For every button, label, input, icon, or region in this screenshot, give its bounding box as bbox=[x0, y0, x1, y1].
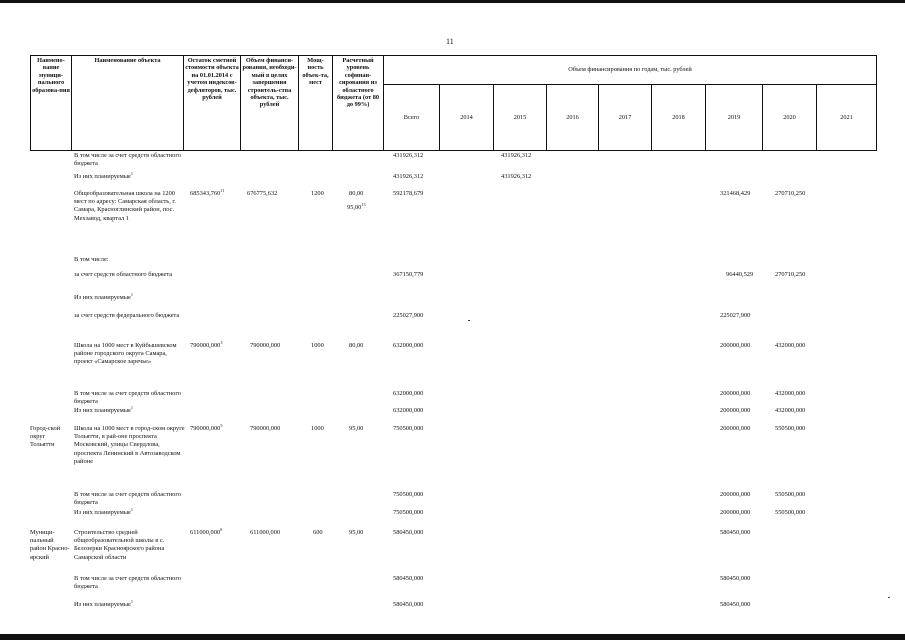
row-object: В том числе за счет средств областного бюджета bbox=[74, 390, 181, 406]
row-object: Из них планируемые$^1$ bbox=[74, 598, 133, 608]
header-capacity: Мощ-ность объек-та, мест bbox=[299, 56, 333, 151]
row-volume: 790000,000 bbox=[250, 342, 281, 349]
row-cofin-alt: 95,00$^{13}$ bbox=[347, 201, 366, 211]
header-year-2017: 2017 bbox=[599, 85, 652, 151]
row-object: Из них планируемые$^1$ bbox=[74, 506, 133, 516]
row-2020: 550500,000 bbox=[775, 491, 806, 498]
header-year-2016: 2016 bbox=[547, 85, 599, 151]
row-total: 592178,679 bbox=[393, 190, 424, 197]
header-year-total: Всего bbox=[384, 85, 440, 151]
row-2015: 431926,312 bbox=[501, 152, 532, 159]
header-year-2021: 2021 bbox=[817, 85, 877, 151]
row-total: 750500,000 bbox=[393, 491, 424, 498]
row-2020: 432000,000 bbox=[775, 390, 806, 397]
row-object: В том числе: bbox=[74, 256, 109, 263]
row-volume: 676775,632 bbox=[247, 190, 278, 197]
row-object: В том числе за счет средств областного бюджета bbox=[74, 575, 181, 591]
row-2019: 321468,429 bbox=[720, 190, 751, 197]
row-2020: 550500,000 bbox=[775, 425, 806, 432]
scan-speck bbox=[468, 320, 470, 321]
row-2019: 200000,000 bbox=[720, 407, 751, 414]
row-2019: 580450,000 bbox=[720, 575, 751, 582]
row-total: 431926,312 bbox=[393, 152, 424, 159]
scan-speck bbox=[888, 597, 890, 598]
header-year-2018: 2018 bbox=[652, 85, 706, 151]
row-volume: 611000,000 bbox=[250, 529, 281, 536]
header-cofinancing: Расчетный уровень софинан-сирования из областного бюджета (от 80 до 99%) bbox=[333, 56, 384, 151]
row-capacity: 600 bbox=[313, 529, 323, 536]
header-year-2014: 2014 bbox=[440, 85, 494, 151]
row-2020: 270710,250 bbox=[775, 271, 806, 278]
header-object: Наименование объекта bbox=[72, 56, 184, 151]
row-2019: 200000,000 bbox=[720, 491, 751, 498]
row-total: 580450,000 bbox=[393, 601, 424, 608]
row-total: 750500,000 bbox=[393, 425, 424, 432]
row-object: Из них планируемые$^1$ bbox=[74, 291, 133, 301]
table-header bbox=[30, 55, 877, 151]
row-capacity: 1000 bbox=[311, 425, 324, 432]
row-total: 632000,000 bbox=[393, 390, 424, 397]
row-object: Строительство средней общеобразовательной школы в с. Белозерки Красноярского района Самарской области bbox=[74, 529, 165, 561]
row-remaining: 790000,000$^5$ bbox=[190, 422, 223, 432]
row-object: за счет средств областного бюджета bbox=[74, 271, 173, 278]
row-2019: 580450,000 bbox=[720, 529, 751, 536]
row-object: за счет средств федерального бюджета bbox=[74, 312, 180, 319]
row-2019: 200000,000 bbox=[720, 342, 751, 349]
row-object: Общеобразовательная школа на 1200 мест по адресу: Самарская область, г. Самара, Красноглинский район, пос. Мехзавод, квартал 1 bbox=[74, 190, 176, 222]
row-total: 580450,000 bbox=[393, 529, 424, 536]
page-number: 11 bbox=[446, 37, 454, 46]
header-remaining: Остаток сметной стоимости объекта на 01.01.2014 с учетом индексов-дефляторов, тыс. рублей bbox=[184, 56, 241, 151]
header-year-2020: 2020 bbox=[763, 85, 817, 151]
row-2019: 200000,000 bbox=[720, 390, 751, 397]
row-object: В том числе за счет средств областного бюджета bbox=[74, 491, 181, 507]
row-object: В том числе за счет средств областного бюджета bbox=[74, 152, 181, 168]
row-cofin: 80,00 bbox=[349, 342, 364, 349]
row-municipality: Город-ской округ Тольятти bbox=[30, 425, 61, 449]
row-remaining: 790000,000$^3$ bbox=[190, 339, 223, 349]
row-2019: 200000,000 bbox=[720, 509, 751, 516]
row-total: 367150,779 bbox=[393, 271, 424, 278]
bottom-border bbox=[0, 634, 905, 640]
row-total: 750500,000 bbox=[393, 509, 424, 516]
row-object: Из них планируемые$^1$ bbox=[74, 404, 133, 414]
row-total: 225027,900 bbox=[393, 312, 424, 319]
row-2019: 200000,000 bbox=[720, 425, 751, 432]
top-border bbox=[0, 0, 905, 3]
row-total: 431926,312 bbox=[393, 173, 424, 180]
header-volume: Объем финанси-рования, необходи-мый в целях завершения строитель-ства объекта, тыс. рублей bbox=[241, 56, 299, 151]
row-2015: 431926,312 bbox=[501, 173, 532, 180]
row-object: Школа на 1000 мест в город-ском округе Тольятти, в рай-оне проспекта Московский, улицы Свердлова, проспекта Ленинский в Автозаводском районе bbox=[74, 425, 185, 465]
row-2020: 432000,000 bbox=[775, 407, 806, 414]
row-cofin: 95,00 bbox=[349, 529, 364, 536]
row-total: 632000,000 bbox=[393, 407, 424, 414]
row-remaining: 611000,000$^6$ bbox=[190, 526, 223, 536]
row-2020: 432000,000 bbox=[775, 342, 806, 349]
row-remaining: 685343,760$^{11}$ bbox=[190, 187, 225, 197]
header-municipality: Наимено-вание муници-пального образова-ния bbox=[31, 56, 72, 151]
row-object: Из них планируемые$^1$ bbox=[74, 170, 133, 180]
row-capacity: 1200 bbox=[311, 190, 324, 197]
row-total: 632000,000 bbox=[393, 342, 424, 349]
row-2019: 96440,529 bbox=[726, 271, 754, 278]
row-volume: 790000,000 bbox=[250, 425, 281, 432]
row-capacity: 1000 bbox=[311, 342, 324, 349]
row-municipality: Муници-пальный район Красно-ярский bbox=[30, 529, 70, 561]
row-cofin: 80,00 bbox=[349, 190, 364, 197]
row-2019: 225027,900 bbox=[720, 312, 751, 319]
row-2020: 550500,000 bbox=[775, 509, 806, 516]
row-total: 580450,000 bbox=[393, 575, 424, 582]
row-object: Школа на 1000 мест в Куйбышевском районе городского округа Самара, проект «Самарское заречье» bbox=[74, 342, 177, 366]
header-year-2019: 2019 bbox=[706, 85, 763, 151]
row-2020: 270710,250 bbox=[775, 190, 806, 197]
row-2019: 580450,000 bbox=[720, 601, 751, 608]
header-year-2015: 2015 bbox=[494, 85, 547, 151]
row-cofin: 95,00 bbox=[349, 425, 364, 432]
header-financing-by-years: Объем финансирования по годам, тыс. рублей bbox=[384, 56, 877, 85]
